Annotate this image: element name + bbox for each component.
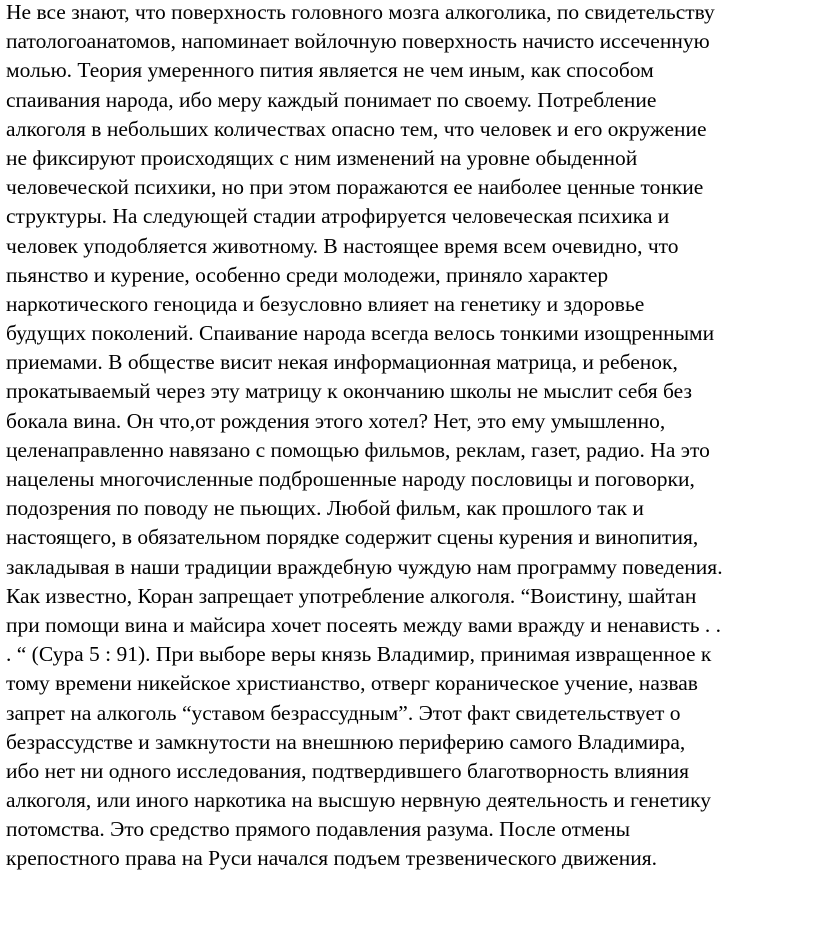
text-line: прокатываемый через эту матрицу к окончанию школы не мыслит себя без bbox=[6, 379, 692, 404]
text-line: крепостного права на Руси начался подъем трезвенического движения. bbox=[6, 846, 657, 871]
text-line: алкоголя в небольших количествах опасно тем, что человек и его окружение bbox=[6, 116, 707, 141]
text-line: не фиксируют происходящих с ним изменений на уровне обыденной bbox=[6, 145, 638, 170]
text-line: человеческой психики, но при этом поражаются ее наиболее ценные тонкие bbox=[6, 175, 704, 200]
text-line: наркотического геноцида и безусловно влияет на генетику и здоровье bbox=[6, 291, 645, 316]
text-line: тому времени никейское христианство, отверг кораническое учение, назвав bbox=[6, 671, 698, 696]
text-line: подозрения по поводу не пьющих. Любой фильм, как прошлого так и bbox=[6, 496, 644, 521]
text-line: человек уподобляется животному. В настоящее время всем очевидно, что bbox=[6, 233, 679, 258]
text-line: Не все знают, что поверхность головного мозга алкоголика, по свидетельству bbox=[6, 0, 715, 24]
text-line: пьянство и курение, особенно среди молодежи, приняло характер bbox=[6, 262, 609, 287]
text-line: ибо нет ни одного исследования, подтвердившего благотворность влияния bbox=[6, 758, 690, 783]
text-line: закладывая в наши традиции враждебную чуждую нам программу поведения. bbox=[6, 554, 723, 579]
text-line: при помощи вина и майсира хочет посеять между вами вражду и ненависть . . bbox=[6, 612, 722, 637]
text-line: структуры. На следующей стадии атрофируется человеческая психика и bbox=[6, 204, 670, 229]
text-line: запрет на алкоголь “уставом безрассудным”. Этот факт свидетельствует о bbox=[6, 700, 681, 725]
text-line: спаивания народа, ибо меру каждый понимает по своему. Потребление bbox=[6, 87, 657, 112]
text-line: безрассудстве и замкнутости на внешнюю периферию самого Владимира, bbox=[6, 729, 686, 754]
text-line: бокала вина. Он что,от рождения этого хотел? Нет, это ему умышленно, bbox=[6, 408, 666, 433]
text-line: настоящего, в обязательном порядке содержит сцены курения и винопития, bbox=[6, 525, 699, 550]
text-line: алкоголя, или иного наркотика на высшую нервную деятельность и генетику bbox=[6, 788, 712, 813]
text-line: патологоанатомов, напоминает войлочную поверхность начисто иссеченную bbox=[6, 29, 710, 54]
text-line: . “ (Сура 5 : 91). При выборе веры князь Владимир, принимая извращенное к bbox=[6, 642, 712, 667]
text-line: молью. Теория умеренного пития является не чем иным, как способом bbox=[6, 58, 654, 83]
body-paragraph bbox=[6, 0, 816, 874]
text-line: приемами. В обществе висит некая информационная матрица, и ребенок, bbox=[6, 350, 678, 375]
text-line: нацелены многочисленные подброшенные народу пословицы и поговорки, bbox=[6, 467, 695, 491]
text-line: Как известно, Коран запрещает употребление алкоголя. “Воистину, шайтан bbox=[6, 583, 697, 608]
text-line: потомства. Это средство прямого подавления разума. После отмены bbox=[6, 817, 631, 842]
text-line: целенаправленно навязано с помощью фильмов, реклам, газет, радио. На это bbox=[6, 437, 710, 462]
text-line: будущих поколений. Спаивание народа всегда велось тонкими изощренными bbox=[6, 321, 715, 346]
